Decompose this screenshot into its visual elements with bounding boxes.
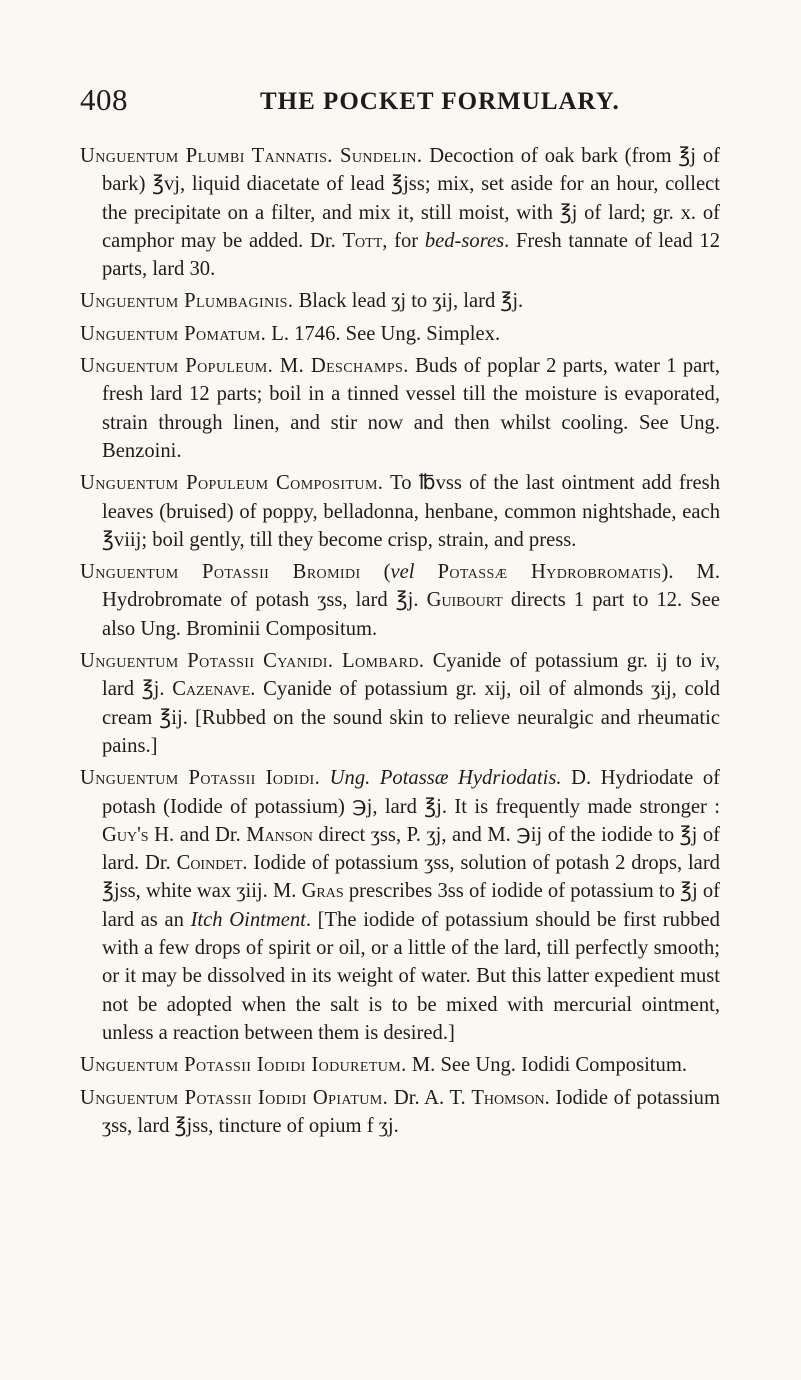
formula-entry: Unguentum Populeum Compositum. To ℔vss of the last ointment add fresh leaves (bruised) of poppy, belladonna, henbane, common nightshade, each ℥viij; boil gently, till they become crisp, strain, and press.: [80, 472, 720, 551]
formula-entry: Unguentum Potassii Iodidi Ioduretum. M. See Ung. Iodidi Compositum.: [80, 1054, 687, 1077]
page-number: 408: [80, 82, 128, 117]
formula-entry: Unguentum Pomatum. L. 1746. See Ung. Simplex.: [80, 322, 501, 345]
formula-entry: Unguentum Potassii Iodidi. Ung. Potassæ Hydriodatis. D. Hydriodate of potash (Iodide of potassium) ℈j, lard ℥j. It is frequently made stronger : Guy's H. and Dr. Manson direct ʒss, P. ʒj, and M. ℈ij of the iodide to ℥j of lard. Dr. Coindet. Iodide of potassium ʒss, solution of potash 2 drops, lard ℥jss, white wax ʒiij. M. Gras prescribes 3ss of iodide of potassium to ℥j of lard as an Itch Ointment. [The iodide of potassium should be first rubbed with a few drops of spirit or oil, or a little of the lard, till perfectly smooth; or it may be dissolved in its weight of water. But this latter expedient must not be adopted when the salt is to be mixed with mercurial ointment, unless a reaction between them is desired.]: [80, 767, 720, 1044]
formula-entry: Unguentum Populeum. M. Deschamps. Buds of poplar 2 parts, water 1 part, fresh lard 12 parts; boil in a tinned vessel till the moisture is evaporated, strain through linen, and stir now and then whilst cooling. See Ung. Benzoini.: [80, 355, 720, 462]
formula-entry: Unguentum Potassii Cyanidi. Lombard. Cyanide of potassium gr. ij to iv, lard ℥j. Cazenave. Cyanide of potassium gr. xij, oil of almonds ʒij, cold cream ℥ij. [Rubbed on the sound skin to relieve neuralgic and rheumatic pains.]: [80, 650, 720, 757]
formula-entry: Unguentum Plumbaginis. Black lead ʒj to ʒij, lard ℥j.: [80, 290, 524, 313]
formula-entry: Unguentum Potassii Bromidi (vel Potassæ Hydrobromatis). M. Hydrobromate of potash ʒss, lard ℥j. Guibourt directs 1 part to 12. See also Ung. Brominii Compositum.: [80, 561, 721, 640]
running-title: THE POCKET FORMULARY.: [260, 88, 620, 115]
formula-entry: Unguentum Potassii Iodidi Opiatum. Dr. A. T. Thomson. Iodide of potassium ʒss, lard ℥jss, tincture of opium f ʒj.: [80, 1086, 720, 1137]
formula-entry: Unguentum Plumbi Tannatis. Sundelin. Decoction of oak bark (from ℥j of bark) ℥vj, liquid diacetate of lead ℥jss; mix, set aside for an hour, collect the precipitate on a filter, and mix it, still moist, with ℥j of lard; gr. x. of camphor may be added. Dr. Tott, for bed-sores. Fresh tannate of lead 12 parts, lard 30.: [80, 145, 720, 281]
formulary-entries: [80, 142, 720, 1144]
page-header: [80, 82, 720, 122]
